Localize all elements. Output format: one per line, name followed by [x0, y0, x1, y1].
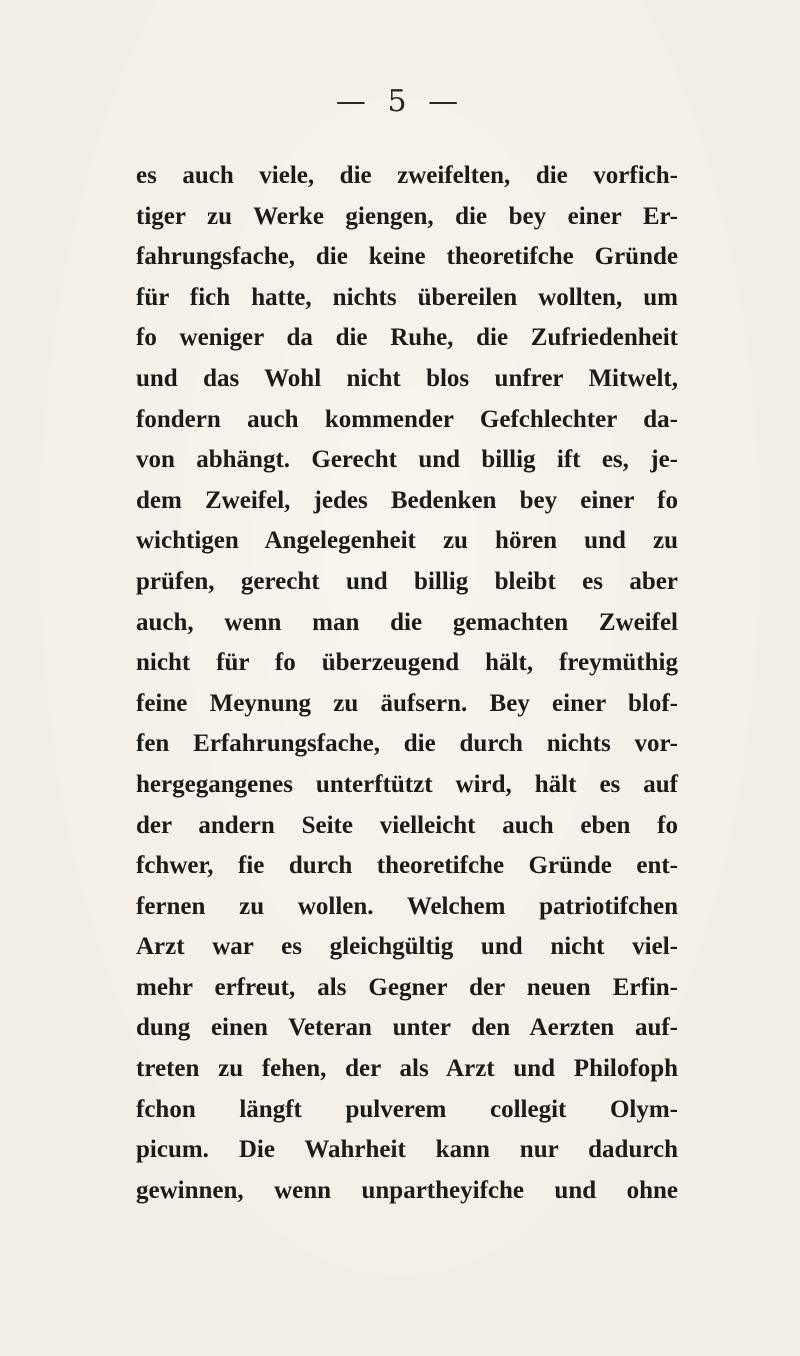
text-line: fen Erfahrungsfache, die durch nichts vor-: [136, 730, 678, 758]
text-line: fernen zu wollen. Welchem patriotifchen: [136, 892, 678, 920]
text-line: prüfen, gerecht und billig bleibt es aber: [136, 567, 678, 595]
text-line: treten zu fehen, der als Arzt und Philofoph: [136, 1055, 678, 1083]
text-line: dung einen Veteran unter den Aerzten auf-: [136, 1014, 678, 1042]
text-line: fchon längft pulverem collegit Olym-: [136, 1095, 678, 1123]
text-line: picum. Die Wahrheit kann nur dadurch: [136, 1136, 678, 1164]
text-line: nicht für fo überzeugend hält, freymüthig: [136, 649, 678, 677]
text-line: fchwer, fie durch theoretifche Gründe ent-: [136, 852, 678, 880]
text-line: dem Zweifel, jedes Bedenken bey einer fo: [136, 486, 678, 514]
text-line: der andern Seite vielleicht auch eben fo: [136, 811, 678, 839]
text-line: fondern auch kommender Gefchlechter da-: [136, 405, 678, 433]
text-line: auch, wenn man die gemachten Zweifel: [136, 608, 678, 636]
text-line: mehr erfreut, als Gegner der neuen Erfin-: [136, 973, 678, 1001]
text-line: hergegangenes unterftützt wird, hält es auf: [136, 770, 678, 798]
body-text: [136, 156, 678, 1211]
text-line: es auch viele, die zweifelten, die vorfich-: [136, 162, 678, 189]
page-number: — 5 —: [335, 84, 465, 119]
text-line: tiger zu Werke giengen, die bey einer Er-: [136, 202, 678, 230]
text-line: wichtigen Angelegenheit zu hören und zu: [136, 527, 678, 555]
text-line: fo weniger da die Ruhe, die Zufriedenheit: [136, 324, 678, 352]
text-line: und das Wohl nicht blos unfrer Mitwelt,: [136, 364, 678, 392]
text-line: gewinnen, wenn unpartheyifche und ohne: [136, 1176, 678, 1204]
text-line: von abhängt. Gerecht und billig ift es, je-: [136, 446, 678, 474]
text-line: feine Meynung zu äufsern. Bey einer blof-: [136, 689, 678, 717]
text-line: für fich hatte, nichts übereilen wollten, um: [136, 283, 678, 311]
text-line: fahrungsfache, die keine theoretifche Gründe: [136, 243, 678, 271]
text-line: Arzt war es gleichgültig und nicht viel-: [136, 933, 678, 961]
